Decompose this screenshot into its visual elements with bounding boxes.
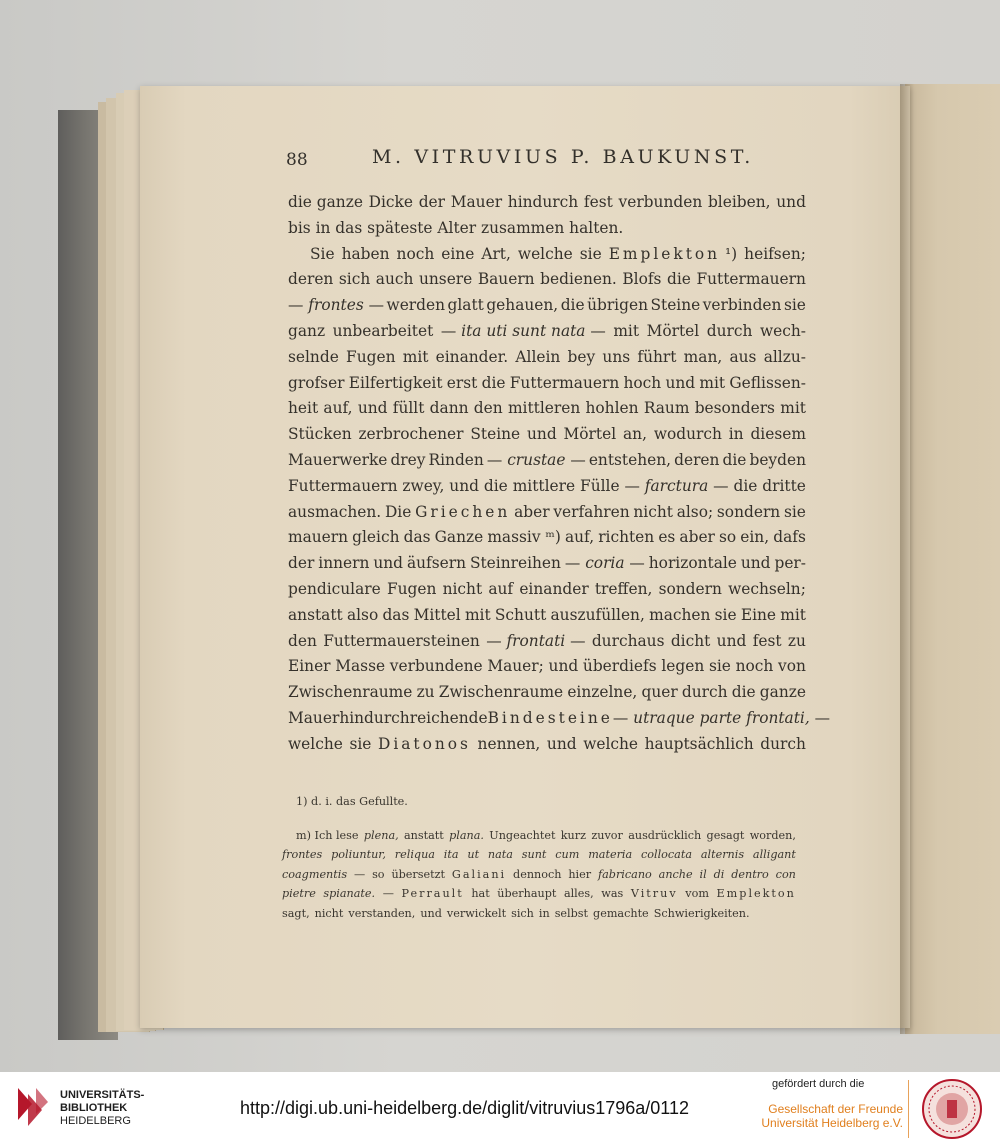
text-word: Zwischenraume [438,683,564,702]
text-word: horizontale [648,554,737,573]
facing-page [905,84,1000,1034]
text-word: Futtermauersteinen [323,631,480,650]
text-word: einzelne, [567,683,638,702]
sponsor-name[interactable] [761,1102,903,1130]
footnote-word: anstatt [404,828,444,842]
text-word: nicht [633,502,673,521]
text-line [288,525,806,551]
text-word: Bindesteine [487,708,613,727]
text-line [288,448,806,474]
text-word: übrigen [587,296,648,315]
library-name-line: HEIDELBERG [60,1115,131,1127]
text-word: von [778,657,806,676]
text-word: Emplekton ¹) [608,244,738,263]
footnote-word: anche [658,867,693,881]
text-word: ganze [759,683,806,702]
footnote-word: worden, [749,828,796,842]
text-word: Mauer [450,193,503,211]
footnote-word: Galiani [451,867,507,881]
text-word: mauern [288,528,349,547]
footnote-word: alles, [563,887,594,900]
text-word: fest [583,193,613,211]
footnote-word: ita [443,848,459,861]
text-word: und [357,399,388,418]
text-word: und [716,631,747,650]
footnote-line [282,792,796,812]
text-line [288,654,806,680]
text-word: und [776,193,806,211]
text-word: pendiculare [288,579,381,598]
text-word: Geflissen- [729,373,806,392]
footnote-word: hat [471,887,490,900]
text-word: hoch [623,373,662,392]
page-number: 88 [286,150,308,170]
text-word: Eine [740,605,777,624]
text-line [288,396,806,422]
text-word: den [473,399,503,418]
text-word: quer [641,683,678,702]
text-word: Fugen [346,347,396,366]
text-word: auszufüllen, [550,605,645,624]
text-word: diesem [750,425,806,444]
text-word: verbunden [618,193,703,211]
text-word: einander [519,579,589,598]
text-word: Einer [288,657,331,676]
text-word: Masse [335,657,386,676]
footnote-word: pietre [282,887,316,900]
text-word: — crustae — [486,450,586,469]
text-word: und [527,425,557,444]
text-word: Ganze [434,528,484,547]
footnote-word: plana. [449,828,484,842]
text-word: grofser [288,373,345,392]
text-word: machen [649,605,711,624]
footnote-word: spianate. [323,887,376,900]
text-word: aus [729,347,757,366]
footnote-word: — [353,867,366,881]
library-name-line: BIBLIOTHEK [60,1102,128,1114]
text-word: verbundene [389,657,483,676]
footnote-word: Schwierigkeiten. [653,906,750,920]
text-word: Mörtel [563,425,617,444]
text-word: sie [349,734,372,753]
text-word: mit [699,373,726,392]
text-word: Raum [643,399,690,418]
text-word: und [546,734,577,753]
permalink-url[interactable]: http://digi.ub.uni-heidelberg.de/diglit/vitruvius1796a/0112 [240,1098,689,1118]
footnotes [282,792,796,923]
text-word: hindurch [339,708,410,727]
sponsor-name-line: Universität Heidelberg e.V. [761,1116,903,1130]
footnote-word: übersetzt [391,867,446,881]
text-word: Steine [650,296,701,315]
text-word: wechseln; [728,579,806,598]
text-line [288,603,806,629]
text-word: sie [783,502,806,521]
library-name [60,1089,144,1128]
text-word: sondern [716,502,781,521]
text-word: die ganze [288,193,363,211]
footer-divider [908,1080,909,1138]
text-line [288,680,806,706]
text-word: die [667,270,691,289]
footnote-word: in [538,906,550,920]
text-word: Mauer [288,708,340,727]
text-word: ein, [740,528,770,547]
university-seal-icon[interactable] [921,1078,983,1140]
text-word: — farctura — [624,476,729,495]
text-word: Stücken [288,425,352,444]
text-word: Mittel [413,605,461,624]
footnote-word: hier [568,867,592,881]
text-word: selnde [288,347,339,366]
footnote-word: di [713,867,725,881]
text-word: Schutt [494,605,547,624]
text-word: Fugen [386,579,437,598]
text-line [288,732,806,758]
text-word: zu [416,683,435,702]
text-line [288,267,806,293]
text-word: Allein [515,347,561,366]
text-word: zwey, [402,476,445,495]
text-word: es [658,528,676,547]
text-word: der [288,554,315,573]
footnote-word: was [601,887,624,900]
footnote-word: verstanden, [348,906,416,920]
text-word: deren [288,270,334,289]
footnote-word: vom [685,887,709,900]
footnote-line [282,826,796,846]
text-word: per- [774,554,806,573]
university-library-logo[interactable] [12,1084,52,1132]
footnote-word: Ungeachtet [489,828,556,842]
text-word: Futtermauern [288,476,398,495]
text-word: Steine [470,425,521,444]
footnote-word: ut [467,848,480,861]
text-word: Griechen [415,502,511,521]
text-word: Bauern [477,270,535,289]
text-word: massiv ᵐ) [487,528,561,547]
footnote-word: — [382,887,394,900]
text-line [288,474,806,500]
text-word: werden [386,296,446,315]
text-word: die [483,476,508,495]
footnote-word: sagt, [282,906,310,920]
text-word: einander. [435,347,509,366]
footnote-word: selbst [554,906,589,920]
text-word: zerbrochener [358,425,464,444]
footnote-word: cum [555,848,580,861]
text-line [288,500,806,526]
text-word: die [560,296,585,315]
text-word: erst [446,373,478,392]
text-word: mit [613,321,640,340]
footnote-word: Emplekton [716,887,796,900]
text-word: Eilfertigkeit [348,373,443,392]
text-word: dicht [670,631,711,650]
text-word: unsere [418,270,473,289]
footnote-word: ausdrücklich [628,828,702,842]
text-word: auf, [323,399,353,418]
footnote-word: sich [511,906,534,920]
text-word: innern [318,554,370,573]
footnote-word: gemachte [593,906,649,920]
text-word: sondern [658,579,722,598]
footnote-word: coagmentis [282,867,348,881]
text-word: und [740,554,771,573]
text-line [288,551,806,577]
footnote-line [282,884,796,904]
footnote-word: überhaupt [497,887,557,900]
text-word: — utraque parte frontati, — [612,708,831,727]
footnote-word: so [372,867,385,881]
text-word: mit [780,399,806,418]
text-word: zu [787,631,806,650]
text-line [288,422,806,448]
sponsor-label: gefördert durch die [772,1078,865,1090]
text-word: bleiben, [707,193,771,211]
footnote-line [282,904,796,924]
text-word: durchaus [591,631,665,650]
text-word: überdiefs [582,657,657,676]
text-word: mit [464,605,491,624]
text-word: sie [708,657,731,676]
text-word: wech- [759,321,806,340]
text-word: Zwischenraume [288,683,413,702]
text-word: glatt [447,296,484,315]
text-word: hohlen [585,399,639,418]
footnote-word: 1) d. i. das Gefullte. [296,795,408,808]
text-word: äufsern [406,554,467,573]
text-word: welche [517,244,573,263]
footnote-line [282,865,796,885]
text-word: Die [384,502,412,521]
text-line [288,319,806,345]
footer-bar [0,1072,1000,1145]
text-word: sie [579,244,602,263]
text-word: und [373,554,404,573]
text-word: besonders [694,399,775,418]
text-word: Dicke [368,193,413,211]
text-line [288,629,806,655]
text-word: noch [396,244,435,263]
text-word: das [403,528,431,547]
text-word: Futtermauern [696,270,806,289]
text-word: wodurch [653,425,722,444]
text-word: der [418,193,446,211]
text-word: also; [676,502,714,521]
text-word: durch [706,321,753,340]
text-word: ausmachen. [288,502,382,521]
text-line [288,371,806,397]
text-word: — ita uti sunt nata — [440,321,606,340]
footnote-word: m) Ich lese [296,828,359,842]
footnote-word: dennoch [513,867,562,881]
text-word: die [731,683,756,702]
running-head: M. VITRUVIUS P. BAUKUNST. [372,146,754,168]
text-word: reichende [409,708,488,727]
text-word: dritte [762,476,806,495]
text-line [288,577,806,603]
text-word: sie [714,605,737,624]
footnote-word: il [699,867,707,881]
text-word: welche [288,734,343,753]
footnote-word: con [775,867,796,881]
footnote-word: poliuntur, [331,848,386,861]
text-word: uns [602,347,631,366]
text-word: dann [429,399,469,418]
text-word: fest [752,631,782,650]
footnote-word: zuvor [591,828,623,842]
text-line [288,216,806,242]
text-line [288,242,806,268]
footnote-word: sunt [521,848,547,861]
text-word: füllt [392,399,425,418]
footnote-word: frontes [282,848,323,861]
text-word: welche [583,734,639,753]
text-word: Fülle [580,476,620,495]
text-line [288,293,806,319]
footnote-line [282,845,796,865]
body-text [288,190,831,758]
text-word: man, [683,347,723,366]
text-word: und [449,476,479,495]
text-word: nennen, [477,734,541,753]
text-word: legen [661,657,705,676]
text-word: mit [402,347,429,366]
footnote-word: nata [487,848,513,861]
text-word: — frontes — [288,296,385,315]
text-word: an, [622,425,647,444]
text-word: treffen, [594,579,653,598]
text-word: also [346,605,379,624]
text-word: mit [780,605,806,624]
text-word: heit [288,399,319,418]
text-word: führt [637,347,677,366]
text-word: und [548,657,579,676]
text-word: bey [567,347,596,366]
text-word: den [288,631,317,650]
text-word: sich [338,270,371,289]
library-name-line: UNIVERSITÄTS- [60,1089,145,1101]
text-word: die [722,450,747,469]
gutter-shadow [900,84,914,1034]
text-word: Art, [481,244,511,263]
text-word: die [481,373,506,392]
text-word: auf, [564,528,595,547]
text-word: aber [514,502,550,521]
text-word: Diatonos [377,734,471,753]
text-word: noch [735,657,774,676]
text-word: durch [760,734,806,753]
footnote-word: plena, [363,828,399,842]
footnote-word: kurz [560,828,587,842]
footnote-word: alligant [752,848,796,861]
text-word: Steinreihen [469,554,561,573]
text-line [288,706,831,732]
text-word: so [719,528,737,547]
text-word: allzu- [763,347,806,366]
text-word: entstehen, [588,450,672,469]
text-word: auch [375,270,414,289]
text-word: Futtermauern [509,373,620,392]
text-word: Mauerwerke [288,450,388,469]
text-word: haben [341,244,390,263]
text-word: gehauen, [486,296,559,315]
text-word: dafs [773,528,806,547]
text-word: anstatt [288,605,343,624]
text-word: aber [679,528,715,547]
footnote-word: reliqua [394,848,435,861]
footnote-word: dentro [731,867,769,881]
text-word: bedienen. [540,270,617,289]
text-word: sie [783,296,806,315]
footnote-word: Vitruv [630,887,678,900]
text-word: gleich [352,528,400,547]
text-word: richten [598,528,655,547]
text-word: Sie [310,244,335,263]
text-word: ganz [288,321,326,340]
text-word: beyden [749,450,806,469]
text-word: drey [390,450,426,469]
text-word: hindurch [507,193,579,211]
text-word: Rinden [428,450,484,469]
text-word: mittleren [507,399,581,418]
text-word: mittlere [512,476,576,495]
footnote-word: Perrault [401,887,464,900]
text-word: verfahren [553,502,630,521]
text-word: auf [488,579,514,598]
text-word: hauptsächlich [644,734,754,753]
text-word: verbinden [702,296,782,315]
text-line [288,190,806,216]
text-word: unbearbeitet [332,321,434,340]
text-word: Blofs [622,270,662,289]
footnote-word: alternis [700,848,745,861]
text-line [288,345,806,371]
footnote-word: und [420,906,442,920]
text-word: — frontati — [486,631,586,650]
text-word: heifsen; [744,244,806,263]
text-word: die [733,476,758,495]
footnote-word: nicht [314,906,344,920]
footnote-word: gesagt [706,828,745,842]
footnote-word: fabricano [597,867,652,881]
sponsor-name-line: Gesellschaft der Freunde [768,1102,903,1116]
text-word: und [665,373,696,392]
text-word: Mauer; [487,657,544,676]
text-word: Mörtel [646,321,700,340]
text-word: bis in das späteste Alter zusammen halten. [288,218,624,237]
footnote-word: collocata [641,848,693,861]
text-word: durch [681,683,728,702]
text-word: nicht [442,579,483,598]
text-word: in [728,425,744,444]
footnote-word: verwickelt [446,906,507,920]
text-word: deren [674,450,720,469]
text-word: eine [441,244,475,263]
footnote-word: materia [588,848,633,861]
text-word: das [382,605,410,624]
text-word: — coria — [564,554,645,573]
